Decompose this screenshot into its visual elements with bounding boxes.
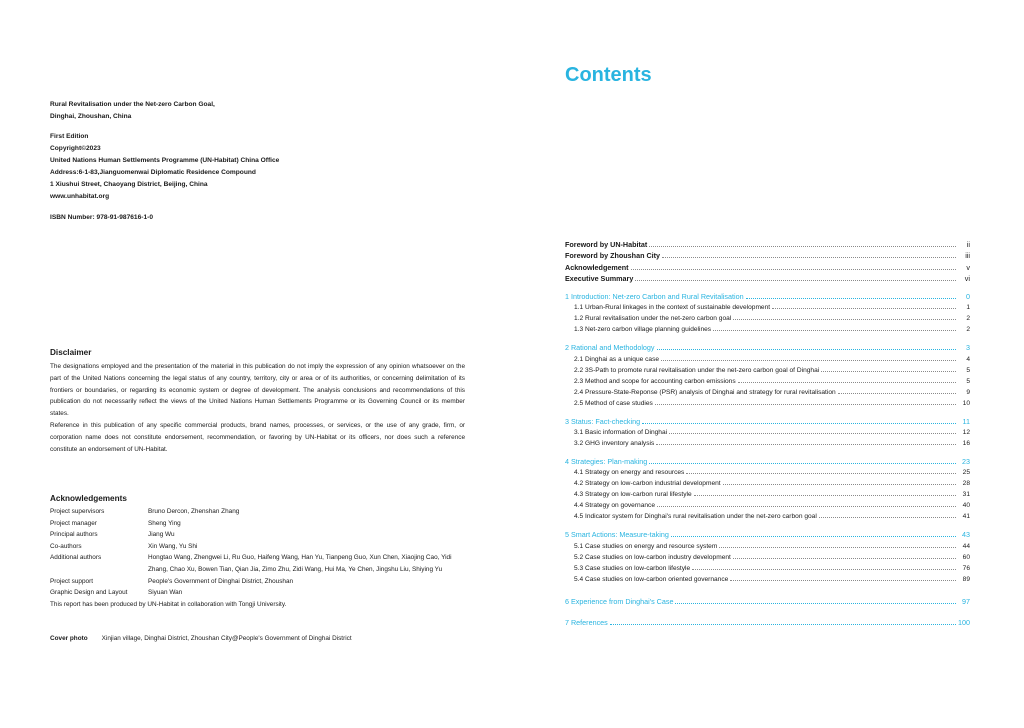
edition-line: First Edition: [50, 133, 89, 140]
toc-front-entry[interactable]: [565, 250, 970, 261]
toc-page-number: v: [966, 262, 970, 272]
toc-section-entry[interactable]: [565, 478, 970, 489]
toc-section-entry[interactable]: [565, 500, 970, 511]
toc-entry-title: 5.2 Case studies on low-carbon industry development: [574, 553, 731, 561]
ack-row: [50, 587, 470, 599]
toc-dot-leader: [733, 557, 956, 559]
toc-dot-leader: [723, 483, 956, 485]
toc-section-entry[interactable]: [565, 467, 970, 478]
disclaimer-section: [50, 348, 465, 455]
toc-page-number: 89: [962, 575, 970, 583]
toc-chapter-entry[interactable]: [565, 416, 970, 427]
toc-page-number: 11: [962, 416, 970, 426]
toc-section-entry[interactable]: [565, 398, 970, 409]
toc-page-number: 16: [962, 440, 970, 448]
toc-section-entry[interactable]: [565, 511, 970, 522]
toc-dot-leader: [819, 516, 956, 518]
toc-dot-leader: [635, 279, 956, 281]
table-of-contents: [565, 239, 970, 628]
toc-entry-title: 3.1 Basic information of Dinghai: [574, 429, 668, 437]
title-line: Rural Revitalisation under the Net-zero Carbon Goal,: [50, 101, 215, 108]
cover-photo-text: Xinjian village, Dinghai District, Zhoushan City@People's Government of Dinghai District: [101, 635, 352, 642]
toc-page-number: ii: [966, 240, 970, 249]
toc-dot-leader: [661, 359, 956, 361]
ack-names: Hongtao Wang, Zhengwei Li, Ru Guo, Haifeng Wang, Han Yu, Tianpeng Guo, Xun Chen, Xiaojing Cao, Yidi Zhang, Chao Xu, Bowen Tian, Qian Jia, Zimo Zhu, Zidi Wang, Hui Ma, Ye Chen, Jingshu Liu, Shiying Yu: [148, 554, 452, 573]
toc-dot-leader: [642, 422, 956, 424]
toc-dot-leader: [671, 535, 956, 537]
ack-role: Co-authors: [50, 542, 82, 550]
acknowledgements-note: This report has been produced by UN-Habitat in collaboration with Tongji University.: [50, 600, 287, 608]
cover-photo-label: Cover photo: [50, 635, 88, 642]
toc-dot-leader: [821, 370, 956, 372]
toc-entry-title: 4.3 Strategy on low-carbon rural lifestyle: [574, 491, 692, 499]
toc-section-entry[interactable]: [565, 574, 970, 585]
toc-dot-leader: [719, 546, 956, 548]
toc-entry-title: Executive Summary: [565, 273, 634, 283]
ack-names: People's Government of Dinghai District, Zhoushan: [148, 577, 294, 585]
toc-page-number: 31: [962, 491, 970, 499]
address-line: 1 Xiushui Street, Chaoyang District, Beijing, China: [50, 180, 208, 188]
toc-entry-title: 2.4 Pressure-State-Reponse (PSR) analysis of Dinghai and strategy for rural revitalisation: [574, 388, 836, 396]
ack-row: [50, 576, 470, 588]
toc-dot-leader: [656, 443, 956, 445]
toc-entry-title: 5.3 Case studies on low-carbon lifestyle: [574, 564, 691, 572]
ack-names: Jiang Wu: [148, 531, 175, 539]
edition-info: [50, 131, 279, 224]
toc-dot-leader: [692, 568, 956, 570]
toc-chapter-entry[interactable]: [565, 596, 970, 607]
toc-section-entry[interactable]: [565, 438, 970, 449]
toc-entry-title: 2.2 3S-Path to promote rural revitalisation under the net-zero carbon goal of Dinghai: [574, 366, 820, 374]
toc-page-number: 100: [958, 617, 970, 627]
ack-names: Siyuan Wan: [148, 589, 183, 597]
toc-page-number: 2: [966, 326, 970, 334]
ack-names: Sheng Ying: [148, 519, 181, 527]
ack-role: Graphic Design and Layout: [50, 589, 128, 597]
toc-entry-title: 2.3 Method and scope for accounting carbon emissions: [574, 377, 736, 385]
toc-entry-title: 4.4 Strategy on governance: [574, 502, 656, 510]
toc-page-number: 5: [966, 377, 970, 385]
publication-title: [50, 99, 215, 123]
cover-photo-credit: [50, 635, 352, 642]
isbn-line: ISBN Number: 978-91-987616-1-0: [50, 214, 153, 222]
ack-role: Principal authors: [50, 531, 98, 539]
toc-dot-leader: [733, 318, 956, 320]
toc-dot-leader: [669, 432, 956, 434]
toc-entry-title: 1.3 Net-zero carbon village planning guidelines: [574, 326, 712, 334]
toc-dot-leader: [675, 602, 956, 604]
toc-entry-title: 2.5 Method of case studies: [574, 399, 653, 407]
toc-section-entry[interactable]: [565, 376, 970, 387]
acknowledgements-section: [50, 494, 470, 610]
toc-page-number: 3: [966, 343, 970, 353]
ack-row: [50, 541, 470, 553]
toc-dot-leader: [649, 462, 956, 464]
toc-entry-title: 4.2 Strategy on low-carbon industrial development: [574, 480, 721, 488]
ack-role: Project support: [50, 577, 93, 585]
toc-dot-leader: [686, 472, 956, 474]
disclaimer-paragraph: The designations employed and the presentation of the material in this publication do not imply the expression of any opinion whatsoever on the part of the United Nations concerning the legal status of any country, territory, city or area or of its authorities, or concerning delimitation of its frontiers or boundaries, or regarding its economic system or degree of development. The analysis conclusions and recommendations of this publication do not necessarily reflect the views of the United Nations Human Settlements Programme or its Governing Council or its member states.: [50, 363, 465, 418]
toc-dot-leader: [657, 505, 956, 507]
toc-entry-title: 5.1 Case studies on energy and resource system: [574, 542, 718, 550]
toc-section-entry[interactable]: [565, 387, 970, 398]
toc-page-number: 23: [962, 457, 970, 467]
toc-chapter-entry[interactable]: [565, 456, 970, 467]
toc-dot-leader: [738, 381, 956, 383]
toc-section-entry[interactable]: [565, 313, 970, 324]
toc-page-number: 43: [962, 530, 970, 540]
ack-names: Bruno Dercon, Zhenshan Zhang: [148, 508, 240, 515]
toc-entry-title: 5 Smart Actions: Measure-taking: [565, 530, 669, 540]
toc-page-number: 41: [962, 513, 970, 521]
ack-row: [50, 506, 470, 518]
toc-page-number: 5: [966, 366, 970, 374]
toc-dot-leader: [694, 494, 956, 496]
toc-section-entry[interactable]: [565, 489, 970, 500]
toc-page-number: 44: [962, 542, 970, 550]
toc-chapter-entry[interactable]: [565, 529, 970, 540]
toc-section-entry[interactable]: [565, 563, 970, 574]
toc-dot-leader: [655, 403, 956, 405]
toc-entry-title: 2 Rational and Methodology: [565, 343, 655, 353]
toc-entry-title: Foreword by UN-Habitat: [565, 240, 648, 249]
toc-entry-title: 1.1 Urban-Rural linkages in the context of sustainable development: [574, 304, 771, 312]
copyright-line: Copyright©2023: [50, 144, 101, 152]
toc-section-entry[interactable]: [565, 552, 970, 563]
toc-section-entry[interactable]: [565, 365, 970, 376]
toc-section-entry[interactable]: [565, 324, 970, 335]
toc-page-number: 28: [962, 480, 970, 488]
toc-dot-leader: [631, 268, 956, 270]
publisher-line: United Nations Human Settlements Programme (UN-Habitat) China Office: [50, 156, 280, 164]
toc-entry-title: 3 Status: Fact-checking: [565, 416, 641, 426]
toc-page-number: 2: [966, 315, 970, 323]
ack-row: [50, 529, 470, 541]
ack-row: [50, 552, 470, 575]
toc-chapter-entry[interactable]: [565, 291, 970, 302]
toc-page-number: 97: [962, 596, 970, 606]
toc-dot-leader: [746, 297, 956, 299]
toc-dot-leader: [657, 348, 956, 350]
toc-section-entry[interactable]: [565, 302, 970, 313]
toc-dot-leader: [610, 623, 956, 625]
toc-page-number: iii: [965, 251, 970, 261]
toc-entry-title: 5.4 Case studies on low-carbon oriented governance: [574, 575, 729, 583]
toc-entry-title: Acknowledgement: [565, 262, 629, 272]
disclaimer-title: Disclaimer: [50, 348, 92, 357]
disclaimer-paragraph: Reference in this publication of any specific commercial products, brand names, processes, or services, or the use of any grade, firm, or corporation name does not constitute endorsement, recommendation, or favoring by UN-Habitat or its officers, nor does such a reference constitute an endorsement of UN-Habitat.: [50, 421, 465, 453]
toc-page-number: 0: [966, 292, 970, 302]
toc-section-entry[interactable]: [565, 541, 970, 552]
toc-page-number: vi: [964, 273, 970, 283]
toc-entry-title: 4.1 Strategy on energy and resources: [574, 469, 685, 477]
address-line: Address:6-1-83,Jianguomenwai Diplomatic Residence Compound: [50, 168, 256, 176]
ack-role: Project supervisors: [50, 508, 105, 515]
toc-dot-leader: [772, 307, 956, 309]
toc-dot-leader: [838, 392, 956, 394]
toc-page-number: 25: [962, 469, 970, 477]
toc-entry-title: 6 Experience from Dinghai's Case: [565, 596, 674, 606]
toc-entry-title: Foreword by Zhoushan City: [565, 251, 661, 261]
toc-page-number: 4: [966, 355, 970, 363]
toc-page-number: 9: [966, 388, 970, 396]
toc-section-entry[interactable]: [565, 427, 970, 438]
toc-dot-leader: [730, 579, 956, 581]
ack-row: [50, 518, 470, 530]
toc-chapter-entry[interactable]: [565, 342, 970, 353]
toc-entry-title: 7 References: [565, 617, 608, 627]
toc-front-entry[interactable]: [565, 262, 970, 273]
toc-entry-title: 1.2 Rural revitalisation under the net-zero carbon goal: [574, 315, 732, 323]
ack-role: Additional authors: [50, 554, 102, 562]
toc-page-number: 12: [962, 429, 970, 437]
toc-chapter-entry[interactable]: [565, 617, 970, 628]
contents-title: Contents: [565, 64, 652, 86]
toc-page-number: 40: [962, 502, 970, 510]
toc-entry-title: 4 Strategies: Plan-making: [565, 457, 648, 467]
toc-front-entry[interactable]: [565, 273, 970, 284]
toc-entry-title: 4.5 Indicator system for Dinghai's rural revitalisation under the net-zero carbon goal: [574, 513, 817, 521]
website-link[interactable]: www.unhabitat.org: [50, 192, 110, 200]
title-line: Dinghai, Zhoushan, China: [50, 112, 132, 120]
ack-names: Xin Wang, Yu Shi: [148, 542, 198, 550]
toc-dot-leader: [649, 245, 956, 247]
toc-entry-title: 2.1 Dinghai as a unique case: [574, 355, 660, 363]
ack-role: Project manager: [50, 519, 97, 527]
toc-front-entry[interactable]: [565, 239, 970, 250]
toc-page-number: 76: [962, 564, 970, 572]
toc-entry-title: 1 Introduction: Net-zero Carbon and Rural Revitalisation: [565, 292, 744, 302]
acknowledgements-title: Acknowledgements: [50, 494, 127, 503]
toc-dot-leader: [662, 256, 956, 258]
toc-page-number: 1: [966, 304, 970, 312]
toc-page-number: 60: [962, 553, 970, 561]
toc-section-entry[interactable]: [565, 354, 970, 365]
toc-page-number: 10: [962, 399, 970, 407]
toc-dot-leader: [713, 329, 956, 331]
toc-entry-title: 3.2 GHG inventory analysis: [574, 440, 655, 448]
